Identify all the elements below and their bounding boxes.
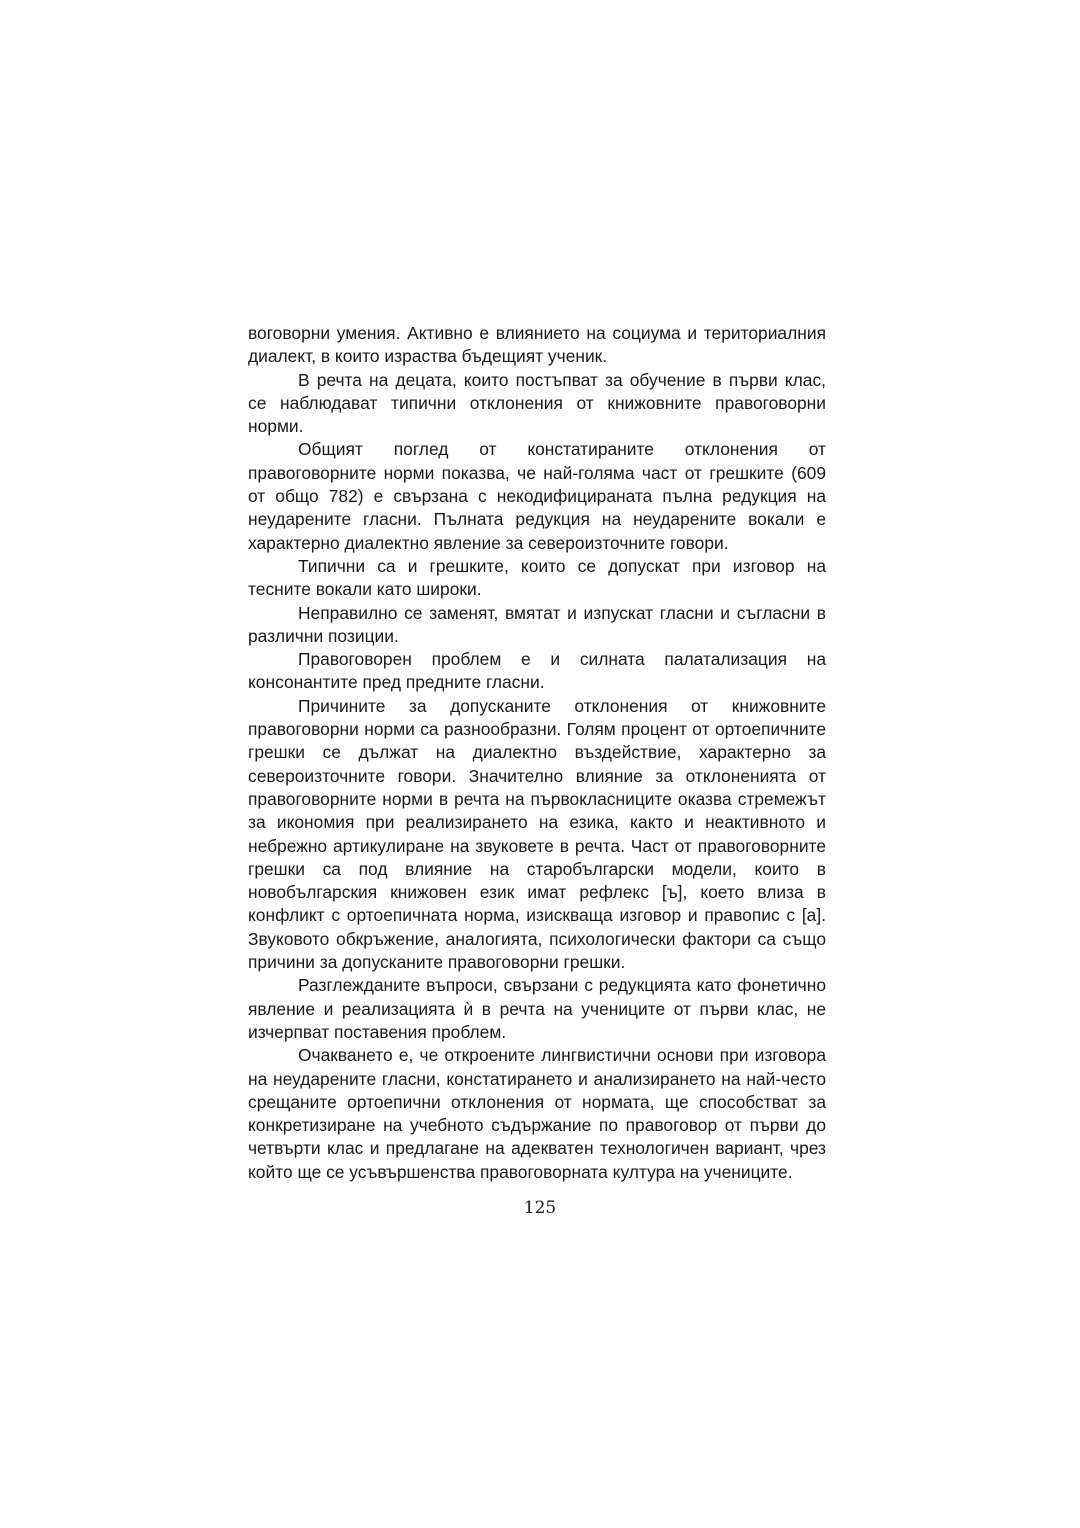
paragraph-9: Очакването е, че откроените лингвистични основи при изговора на неударените гласни, констатирането и анализирането на най-често срещаните ортоепични отклонения от нормата, ще способстват за конкретизиране на учебното съдържание по правоговор от първи до четвърти клас и предлагане на адекватен технологичен вариант, чрез който ще се усъвършенства правоговорната култура на учениците. bbox=[248, 1045, 826, 1182]
paragraph-5: Неправилно се заменят, вмятат и изпускат гласни и съгласни в различни позиции. bbox=[248, 602, 826, 646]
paragraph-8: Разглежданите въпроси, свързани с редукцията като фонетично явление и реализацията ѝ в речта на учениците от първи клас, не изчерпват поставения проблем. bbox=[248, 975, 826, 1042]
paragraph-6: Правоговорен проблем е и силната палатализация на консонантите пред предните гласни. bbox=[248, 649, 826, 693]
paragraph-1: воговорни умения. Активно е влиянието на социума и териториалния диалект, в които израства бъдещият ученик. bbox=[248, 323, 826, 367]
paragraph-4: Типични са и грешките, които се допускат при изговор на тесните вокали като широки. bbox=[248, 555, 826, 600]
body-text bbox=[248, 322, 826, 1184]
paragraph-3: Общият поглед от констатираните отклонения от правоговорните норми показва, че най-голяма част от грешките (609 от общо 782) е свързана с некодифицираната пълна редукция на неударените гласни. Пълната редукция на неударените вокали е характерно диалектно явление за североизточните говори. bbox=[248, 439, 826, 553]
paragraph-2: В речта на децата, които постъпват за обучение в първи клас, се наблюдават типични отклонения от книжовните правоговорни норми. bbox=[248, 369, 826, 437]
page-number: 125 bbox=[523, 1198, 557, 1218]
paragraph-7: Причините за допусканите отклонения от книжовните правоговорни норми са разнообразни. Голям процент от ортоепичните грешки се дължат на диалектно въздействие, характерно за североизточните говори. Значително влияние за отклоненията от правоговорните норми в речта на първокласниците оказва стремежът за икономия при реализирането на езика, както и неактивното и небрежно артикулиране на звуковете в речта. Част от правоговорните грешки са под влияние на старобългарски модели, които в новобългарския книжовен език имат рефлекс [ъ], което влиза в конфликт с ортоепичната норма, изискваща изговор и правопис с [а]. Звуковото обкръжение, аналогията, психологически фактори са също причини за допусканите правоговорни грешки. bbox=[248, 695, 826, 973]
